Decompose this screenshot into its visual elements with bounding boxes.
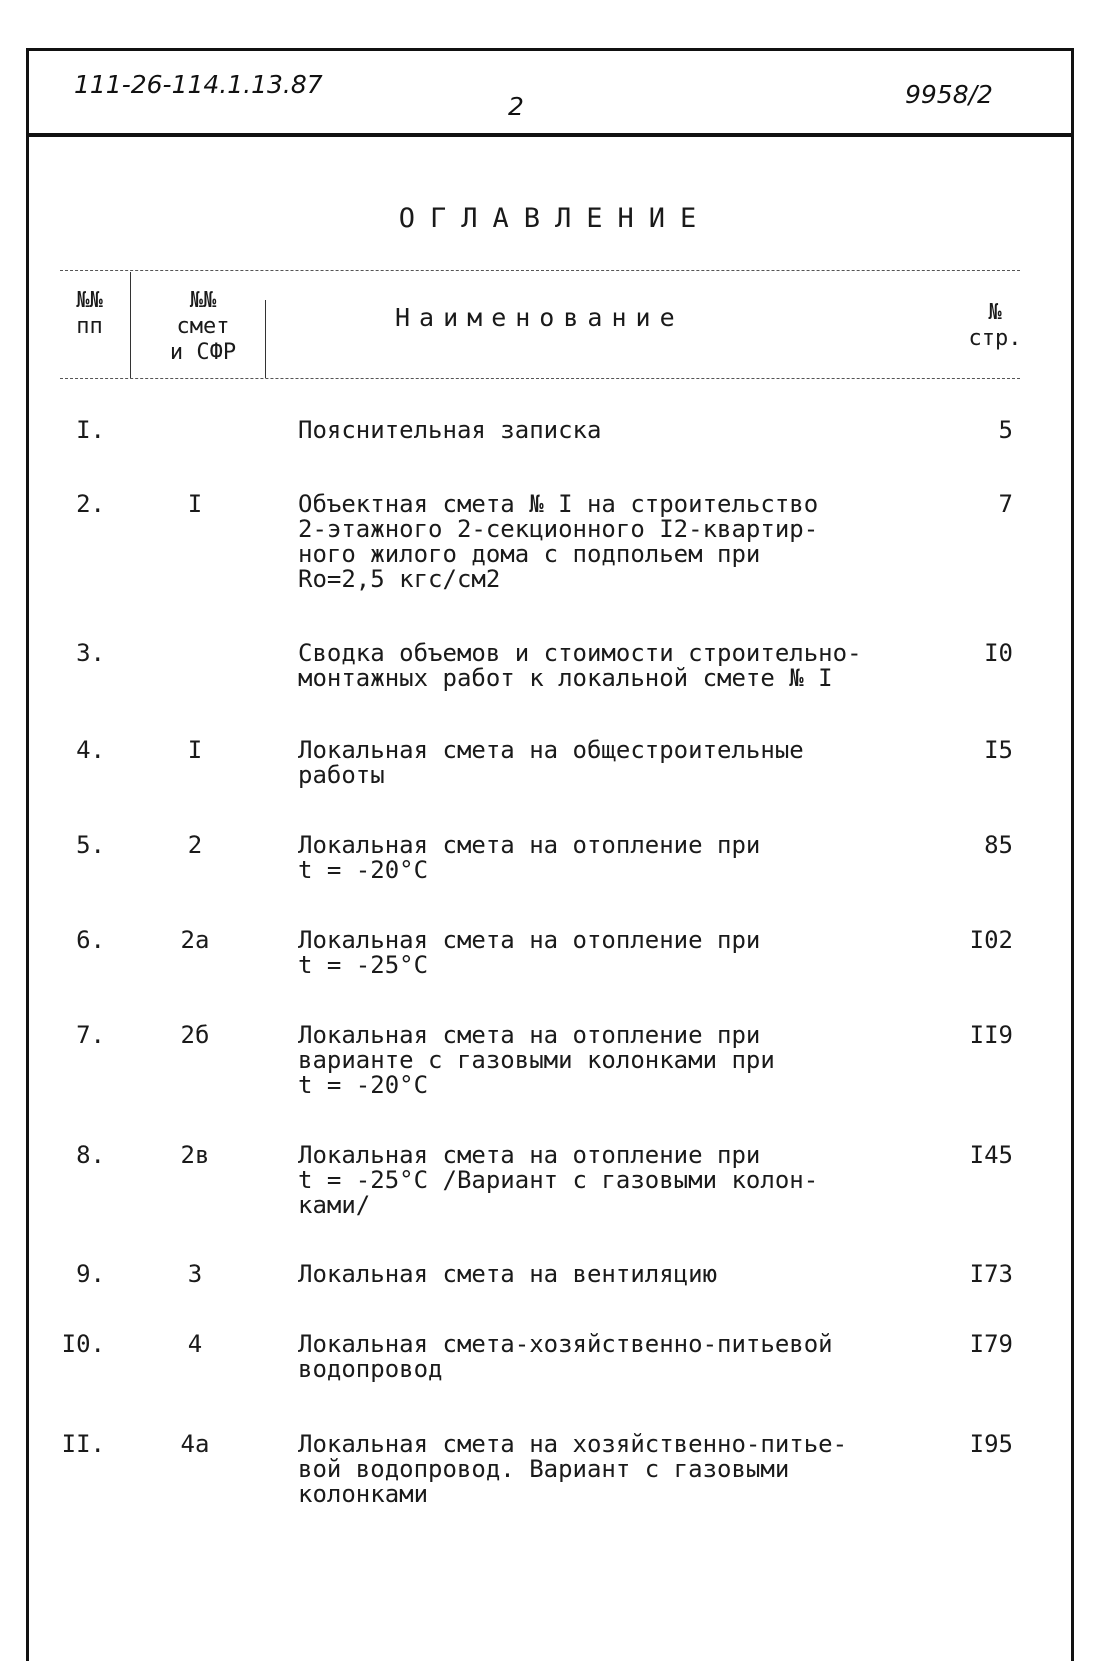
row-page-number: I5 <box>984 736 1013 764</box>
row-title <box>298 641 908 691</box>
row-title-line: t = -20°C <box>298 1071 429 1099</box>
column-divider <box>130 272 131 378</box>
row-number: 9. <box>76 1260 105 1288</box>
row-title-line: Объектная смета № I на строительство <box>298 490 819 518</box>
row-title-line: Ro=2,5 кгс/см2 <box>298 565 501 593</box>
row-page-number: I45 <box>969 1141 1013 1169</box>
column-header-no: №№ пп <box>76 288 103 339</box>
row-title-line: Локальная смета на хозяйственно-питье- <box>298 1430 848 1458</box>
row-number: 8. <box>76 1141 105 1169</box>
row-title <box>298 1023 908 1098</box>
row-title-line: варианте с газовыми колонками при <box>298 1046 775 1074</box>
row-title-line: 2-этажного 2-секционного I2-квартир- <box>298 515 819 543</box>
toc-title: ОГЛАВЛЕНИЕ <box>398 203 712 234</box>
row-title <box>298 1143 908 1218</box>
row-page-number: 7 <box>998 490 1013 518</box>
row-estimate-number: 2а <box>180 926 210 954</box>
row-number: I0. <box>61 1330 105 1358</box>
row-estimate-number: 3 <box>187 1260 203 1288</box>
row-number: 7. <box>76 1021 105 1049</box>
row-title-line: колонками <box>298 1480 429 1508</box>
page-number: 2 <box>508 92 524 121</box>
row-title-line: Локальная смета на общестроительные <box>298 736 804 764</box>
doc-code: 111-26-114.1.13.87 <box>74 70 323 99</box>
row-title <box>298 833 908 883</box>
row-number: 4. <box>76 736 105 764</box>
row-title-line: Локальная смета на отопление при <box>298 926 761 954</box>
column-divider <box>265 300 266 378</box>
row-title-line: t = -25°C <box>298 951 429 979</box>
row-number: 2. <box>76 490 105 518</box>
row-page-number: I73 <box>969 1260 1013 1288</box>
row-estimate-number: I <box>187 736 203 764</box>
row-estimate-number: 2 <box>187 831 203 859</box>
header-rule <box>26 133 1074 137</box>
row-number: I. <box>76 416 105 444</box>
row-title-line: водопровод <box>298 1355 443 1383</box>
column-header-name: Наименование <box>395 303 684 332</box>
row-title <box>298 738 908 788</box>
row-page-number: I95 <box>969 1430 1013 1458</box>
row-title-line: ного жилого дома с подпольем при <box>298 540 761 568</box>
row-estimate-number: 4 <box>187 1330 203 1358</box>
row-number: 3. <box>76 639 105 667</box>
table-top-rule <box>60 270 1020 271</box>
row-title-line: ками/ <box>298 1191 371 1219</box>
row-estimate-number: 2б <box>180 1021 210 1049</box>
row-page-number: II9 <box>969 1021 1013 1049</box>
row-title-line: t = -20°C <box>298 856 429 884</box>
row-title-line: Пояснительная записка <box>298 416 602 444</box>
row-page-number: I79 <box>969 1330 1013 1358</box>
row-title-line: t = -25°C /Вариант с газовыми колон- <box>298 1166 819 1194</box>
row-page-number: 5 <box>998 416 1013 444</box>
row-title <box>298 1332 908 1382</box>
row-number: II. <box>61 1430 105 1458</box>
row-title <box>298 492 908 592</box>
row-estimate-number: 4а <box>180 1430 210 1458</box>
sheet-ref: 9958/2 <box>905 80 993 109</box>
row-title-line: Локальная смета на отопление при <box>298 831 761 859</box>
row-title <box>298 928 908 978</box>
row-estimate-number: 2в <box>180 1141 210 1169</box>
row-title-line: работы <box>298 761 385 789</box>
row-page-number: I0 <box>984 639 1013 667</box>
row-title-line: Локальная смета на вентиляцию <box>298 1260 718 1288</box>
column-header-estimate: №№ смет и СФР <box>169 288 237 365</box>
table-header-rule <box>60 378 1020 379</box>
row-estimate-number: I <box>187 490 203 518</box>
row-title-line: вой водопровод. Вариант с газовыми <box>298 1455 790 1483</box>
row-title-line: Локальная смета на отопление при <box>298 1141 761 1169</box>
row-title-line: монтажных работ к локальной смете № I <box>298 664 833 692</box>
row-title <box>298 418 908 443</box>
row-number: 6. <box>76 926 105 954</box>
row-number: 5. <box>76 831 105 859</box>
column-header-page: № стр. <box>968 300 1022 351</box>
row-page-number: 85 <box>984 831 1013 859</box>
row-title-line: Локальная смета-хозяйственно-питьевой <box>298 1330 833 1358</box>
row-title-line: Сводка объемов и стоимости строительно- <box>298 639 862 667</box>
row-page-number: I02 <box>969 926 1013 954</box>
row-title <box>298 1262 908 1287</box>
row-title <box>298 1432 908 1507</box>
row-title-line: Локальная смета на отопление при <box>298 1021 761 1049</box>
